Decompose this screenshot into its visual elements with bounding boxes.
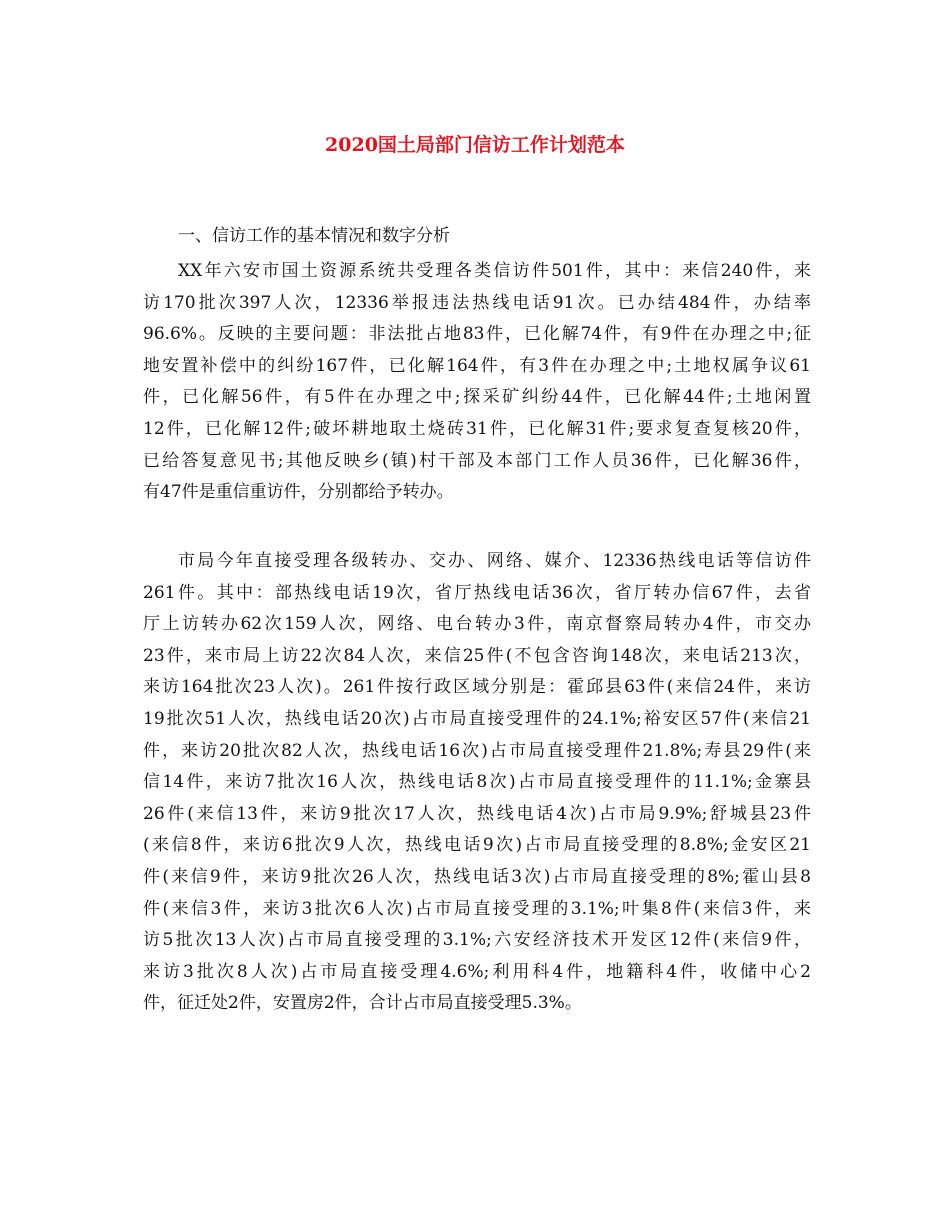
paragraph-2-line-2: 261件。其中：部热线电话19次，省厅热线电话36次，省厅转办信67件，去省 xyxy=(143,582,811,603)
paragraph-2-line-13: 访5批次13人次)占市局直接受理的3.1%;六安经济技术开发区12件(来信9件， xyxy=(143,930,811,951)
paragraph-2-line-12: 件(来信3件，来访3批次6人次)占市局直接受理的3.1%;叶集8件(来信3件，来 xyxy=(143,898,811,919)
paragraph-2-line-9: 26件(来信13件，来访9批次17人次，热线电话4次)占市局9.9%;舒城县23件 xyxy=(143,803,811,824)
paragraph-1-line-1: XX年六安市国土资源系统共受理各类信访件501件，其中：来信240件，来 xyxy=(178,261,811,281)
paragraph-2-line-7: 件，来访20批次82人次，热线电话16次)占市局直接受理件21.8%;寿县29件(来 xyxy=(143,740,811,761)
paragraph-2-line-11: 件(来信9件，来访9批次26人次，热线电话3次)占市局直接受理的8%;霍山县8 xyxy=(143,866,811,887)
paragraph-2-line-1: 市局今年直接受理各级转办、交办、网络、媒介、12336热线电话等信访件 xyxy=(178,551,811,571)
paragraph-2-line-4: 23件，来市局上访22次84人次，来信25件(不包含咨询148次，来电话213次， xyxy=(143,645,811,666)
paragraph-2-line-8: 信14件，来访7批次16人次，热线电话8次)占市局直接受理件的11.1%;金寨县 xyxy=(143,772,811,793)
paragraph-1-line-5: 件，已化解56件，有5件在办理之中;探采矿纠纷44件，已化解44件;土地闲置 xyxy=(143,387,811,408)
paragraph-1-line-2: 访170批次397人次，12336举报违法热线电话91次。已办结484件，办结率 xyxy=(143,292,811,313)
paragraph-1-line-8: 有47件是重信重访件，分别都给予转办。 xyxy=(143,482,454,503)
paragraph-2-line-14: 来访3批次8人次)占市局直接受理4.6%;利用科4件，地籍科4件，收储中心2 xyxy=(143,961,811,982)
paragraph-2-line-10: (来信8件，来访6批次9人次，热线电话9次)占市局直接受理的8.8%;金安区21 xyxy=(143,835,811,856)
paragraph-1-line-3: 96.6%。反映的主要问题：非法批占地83件，已化解74件，有9件在办理之中;征 xyxy=(143,324,811,345)
paragraph-1-line-7: 已给答复意见书;其他反映乡(镇)村干部及本部门工作人员36件，已化解36件， xyxy=(143,450,811,471)
paragraph-1-line-6: 12件，已化解12件;破坏耕地取土烧砖31件，已化解31件;要求复查复核20件， xyxy=(143,418,811,439)
paragraph-1 xyxy=(143,256,811,509)
document-title: 2020国土局部门信访工作计划范本 xyxy=(325,134,625,156)
paragraph-2-line-3: 厅上访转办62次159人次，网络、电台转办3件，南京督察局转办4件，市交办 xyxy=(143,614,811,635)
paragraph-2-line-6: 19批次51人次，热线电话20次)占市局直接受理件的24.1%;裕安区57件(来信21 xyxy=(143,708,811,729)
paragraph-2 xyxy=(143,546,811,1020)
paragraph-2-line-5: 来访164批次23人次)。261件按行政区域分别是：霍邱县63件(来信24件，来访 xyxy=(143,677,811,698)
paragraph-1-line-4: 地安置补偿中的纠纷167件，已化解164件，有3件在办理之中;土地权属争议61 xyxy=(143,355,811,376)
paragraph-2-line-15: 件，征迁处2件，安置房2件，合计占市局直接受理5.3%。 xyxy=(143,993,582,1014)
section-heading: 一、信访工作的基本情况和数字分析 xyxy=(178,226,450,246)
